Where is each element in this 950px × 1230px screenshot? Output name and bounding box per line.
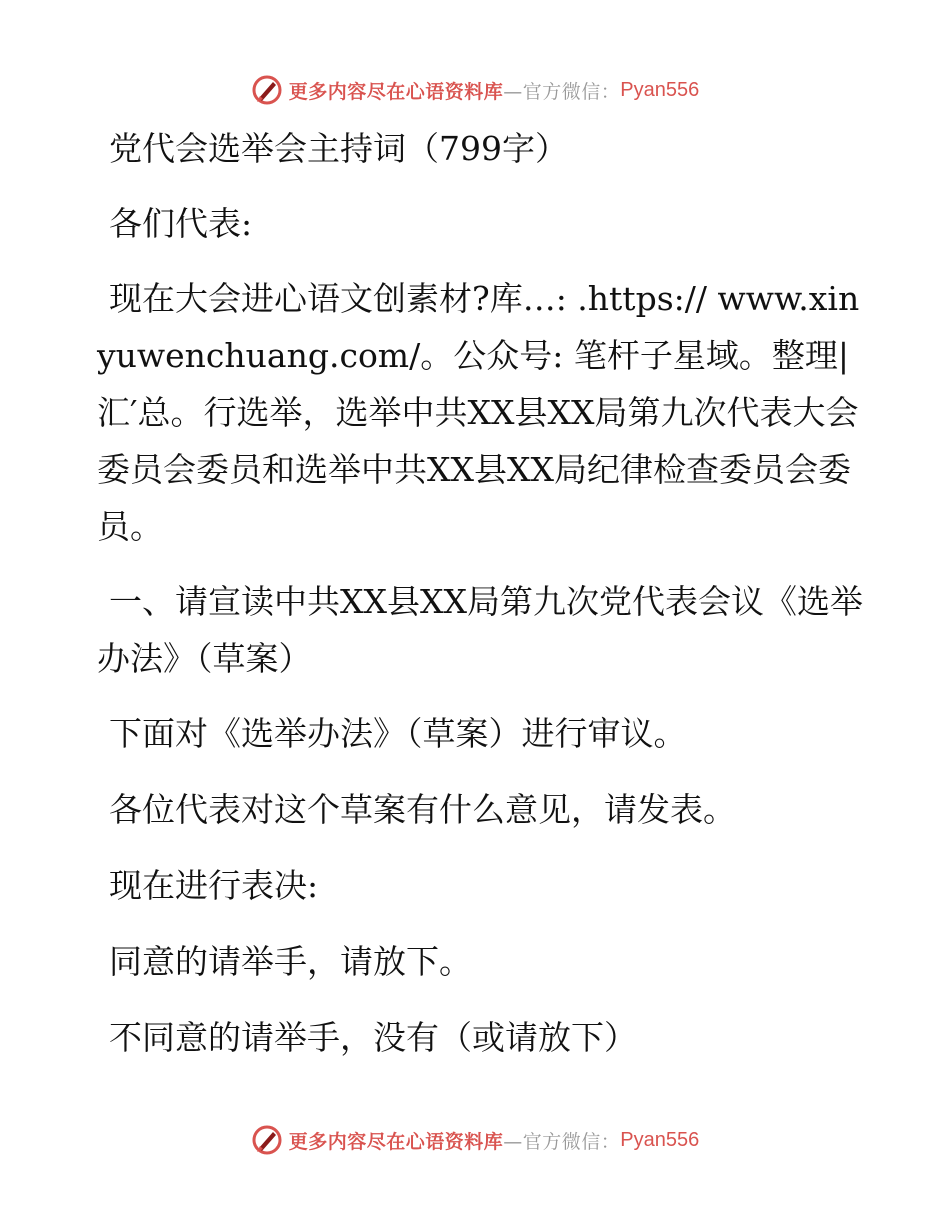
paragraph-disagree: 不同意的请举手，没有（或请放下） — [109, 1018, 637, 1057]
paragraph-agree: 同意的请举手，请放下。 — [109, 942, 472, 981]
footer-watermark — [0, 1120, 950, 1160]
watermark-wechat-id: Pyan556 — [620, 1128, 700, 1151]
watermark-brand-text: 更多内容尽在心语资料库 — [288, 1130, 504, 1153]
header-watermark — [0, 70, 950, 110]
pen-logo-icon — [251, 1124, 283, 1156]
watermark-brand-text: 更多内容尽在心语资料库 — [288, 80, 504, 103]
salutation: 各们代表: — [109, 204, 253, 243]
watermark-wechat-label: —官方微信： — [503, 80, 621, 103]
watermark-wechat-id: Pyan556 — [620, 78, 700, 101]
paragraph-opinions: 各位代表对这个草案有什么意见，请发表。 — [109, 790, 736, 829]
paragraph-intro: 现在大会进心语文创素材?库…: .https:// www.xinyuwenchuang.com/。公众号: 笔杆子星域。整理|汇′总。行选举，选举中共XX县XX局第九次代表大会委员会委员和选举中共XX县XX局纪律检查委员会委员。 — [97, 279, 860, 546]
document-title: 党代会选举会主持词（799字） — [109, 129, 568, 168]
paragraph-item-one: 一、请宣读中共XX县XX局第九次党代表会议《选举办法》（草案） — [97, 582, 863, 678]
paragraph-review: 下面对《选举办法》（草案）进行审议。 — [109, 714, 687, 753]
paragraph-vote: 现在进行表决: — [109, 866, 319, 905]
document-body — [97, 120, 867, 1085]
watermark-wechat-label: —官方微信： — [503, 1130, 621, 1153]
pen-logo-icon — [251, 74, 283, 106]
